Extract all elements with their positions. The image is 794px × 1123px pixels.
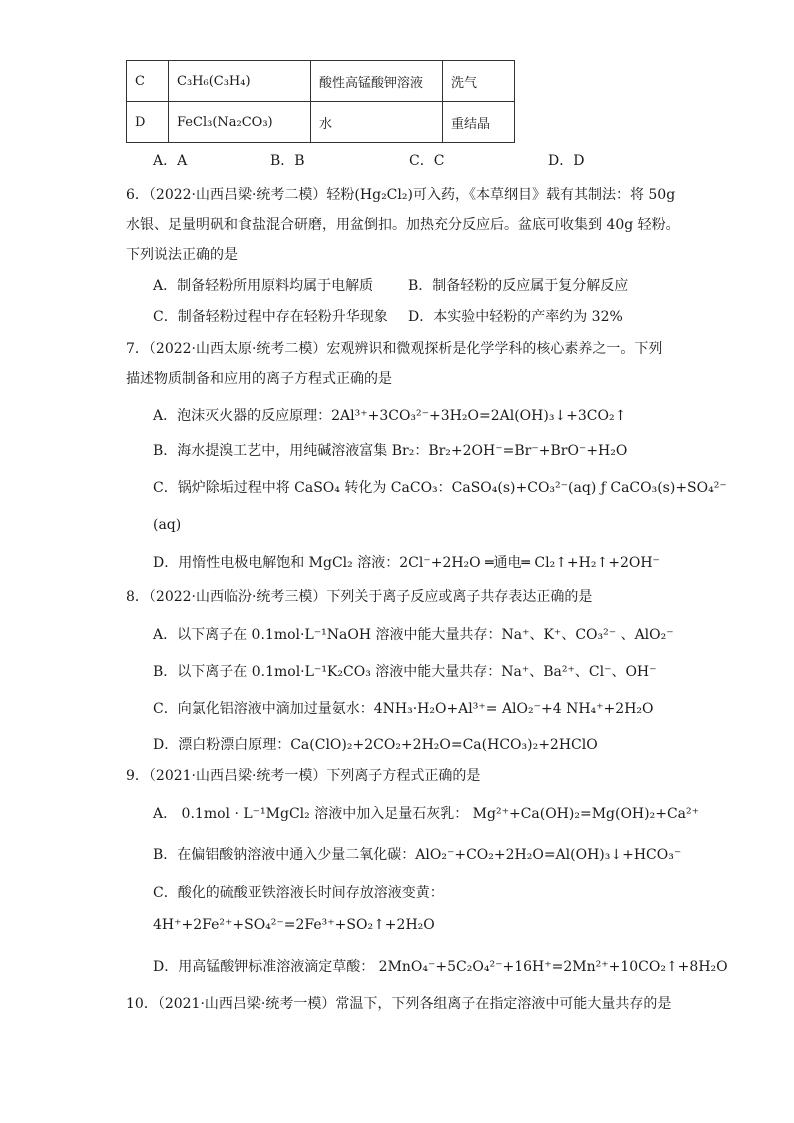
- table-cell: 重结晶: [443, 102, 515, 143]
- table-cell: 洗气: [443, 61, 515, 102]
- question-7-option-c: C．锅炉除垢过程中将 CaSO₄ 转化为 CaCO₃：CaSO₄(s)+CO₃²⁻(aq) ƒ CaCO₃(s)+SO₄²⁻: [153, 480, 727, 496]
- question-8-option-d: D．漂白粉漂白原理：Ca(ClO)₂+2CO₂+2H₂O=Ca(HCO₃)₂+2HClO: [153, 737, 598, 753]
- table-cell: C₃H₆(C₃H₄): [169, 61, 311, 102]
- question-9-option-c-equation: 4H⁺+2Fe²⁺+SO₄²⁻=2Fe³⁺+SO₂↑+2H₂O: [153, 917, 435, 933]
- question-8-option-a: A．以下离子在 0.1mol·L⁻¹NaOH 溶液中能大量共存：Na⁺、K⁺、CO₃²⁻ 、AlO₂⁻: [153, 627, 674, 643]
- question-7-option-c-cont: (aq): [153, 517, 182, 533]
- option-d: D．D: [548, 153, 585, 169]
- question-7-stem-line-2: 描述物质制备和应用的离子方程式正确的是: [126, 371, 392, 387]
- option-b: B．B: [270, 153, 305, 169]
- question-9-stem: 9．（2021·山西吕梁·统考一模）下列离子方程式正确的是: [126, 768, 481, 784]
- table-cell: FeCl₃(Na₂CO₃): [169, 102, 311, 143]
- question-8-option-c: C．向氯化铝溶液中滴加过量氨水：4NH₃·H₂O+Al³⁺= AlO₂⁻+4 NH₄⁺+2H₂O: [153, 701, 654, 717]
- table-cell: 酸性高锰酸钾溶液: [311, 61, 443, 102]
- question-9-option-c: C．酸化的硫酸亚铁溶液长时间存放溶液变黄：: [153, 885, 444, 901]
- question-6-stem-line-1: 6．（2022·山西吕梁·统考二模）轻粉(Hg₂Cl₂)可入药，《本草纲目》载有其制法：将 50g: [126, 187, 676, 203]
- question-9-option-b: B．在偏铝酸钠溶液中通入少量二氧化碳：AlO₂⁻+CO₂+2H₂O=Al(OH)₃↓+HCO₃⁻: [153, 847, 682, 863]
- table-row: [127, 102, 515, 143]
- question-8-option-b: B．以下离子在 0.1mol·L⁻¹K₂CO₃ 溶液中能大量共存：Na⁺、Ba²⁺、Cl⁻、OH⁻: [153, 664, 657, 680]
- option-c: C．C: [409, 153, 445, 169]
- question-10-stem: 10．（2021·山西吕梁·统考一模）常温下，下列各组离子在指定溶液中可能大量共存的是: [126, 996, 672, 1012]
- question-6-option-a: A．制备轻粉所用原料均属于电解质: [153, 278, 374, 294]
- question-6-option-b: B．制备轻粉的反应属于复分解反应: [408, 278, 629, 294]
- question-6-option-c: C．制备轻粉过程中存在轻粉升华现象: [153, 309, 388, 325]
- question-7-option-b: B．海水提溴工艺中，用纯碱溶液富集 Br₂：Br₂+2OH⁻=Br⁻+BrO⁻+H₂O: [153, 443, 628, 459]
- question-6-stem-line-2: 水银、足量明矾和食盐混合研磨，用盆倒扣。加热充分反应后。盆底可收集到 40g 轻粉。: [126, 217, 680, 233]
- question-6-option-d: D．本实验中轻粉的产率约为 32%: [408, 309, 623, 325]
- question-9-option-d: D．用高锰酸钾标准溶液滴定草酸： 2MnO₄⁻+5C₂O₄²⁻+16H⁺=2Mn²⁺+10CO₂↑+8H₂O: [153, 959, 728, 975]
- table-cell: D: [127, 102, 169, 143]
- question-7-option-d: D．用惰性电极电解饱和 MgCl₂ 溶液：2Cl⁻+2H₂O ═通电═ Cl₂↑+H₂↑+2OH⁻: [153, 555, 660, 571]
- question-8-stem: 8．（2022·山西临汾·统考三模）下列关于离子反应或离子共存表达正确的是: [126, 589, 593, 605]
- option-a: A．A: [153, 153, 188, 169]
- question-7-option-a: A．泡沫灭火器的反应原理：2Al³⁺+3CO₃²⁻+3H₂O=2Al(OH)₃↓+3CO₂↑: [153, 408, 627, 424]
- table-row: [127, 61, 515, 102]
- table-cell: C: [127, 61, 169, 102]
- question-6-stem-line-3: 下列说法正确的是: [126, 247, 238, 263]
- question-5-table: [126, 60, 515, 143]
- question-9-option-a: A． 0.1mol · L⁻¹MgCl₂ 溶液中加入足量石灰乳： Mg²⁺+Ca(OH)₂=Mg(OH)₂+Ca²⁺: [153, 806, 700, 822]
- question-7-stem-line-1: 7．（2022·山西太原·统考二模）宏观辨识和微观探析是化学学科的核心素养之一。下列: [126, 341, 663, 357]
- table-cell: 水: [311, 102, 443, 143]
